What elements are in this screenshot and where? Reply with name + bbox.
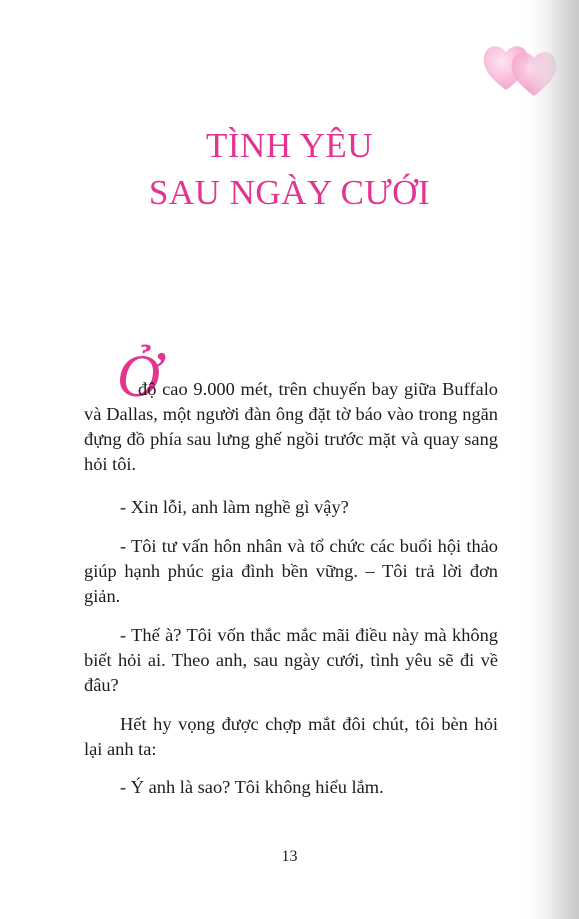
hearts-icon — [480, 38, 562, 102]
paragraph-1-text: độ cao 9.000 mét, trên chuyến bay giữa Buffalo và Dallas, một người đàn ông đặt tờ báo vào trong ngăn đựng đồ phía sau lưng ghế ngồi trước mặt và quay sang hỏi tôi. — [84, 379, 498, 474]
drop-cap: Ở — [117, 343, 161, 409]
paragraph-4: - Thế à? Tôi vốn thắc mắc mãi điều này mà không biết hỏi ai. Theo anh, sau ngày cưới, tình yêu sẽ đi về đâu? — [84, 625, 498, 695]
paragraph-3: - Tôi tư vấn hôn nhân và tổ chức các buổi hội thảo giúp hạnh phúc gia đình bền vững. – Tôi trả lời đơn giản. — [84, 536, 498, 606]
chapter-title-line-2: SAU NGÀY CƯỚI — [148, 173, 431, 212]
paragraph-2: - Xin lỗi, anh làm nghề gì vậy? — [120, 497, 349, 517]
paragraph-6: - Ý anh là sao? Tôi không hiểu lắm. — [120, 777, 384, 797]
page-number: 13 — [281, 848, 298, 865]
chapter-title-line-1: TÌNH YÊU — [206, 126, 373, 165]
paragraph-1 — [84, 377, 498, 477]
paragraph-5: Hết hy vọng được chợp mắt đôi chút, tôi bèn hỏi lại anh ta: — [84, 714, 498, 759]
